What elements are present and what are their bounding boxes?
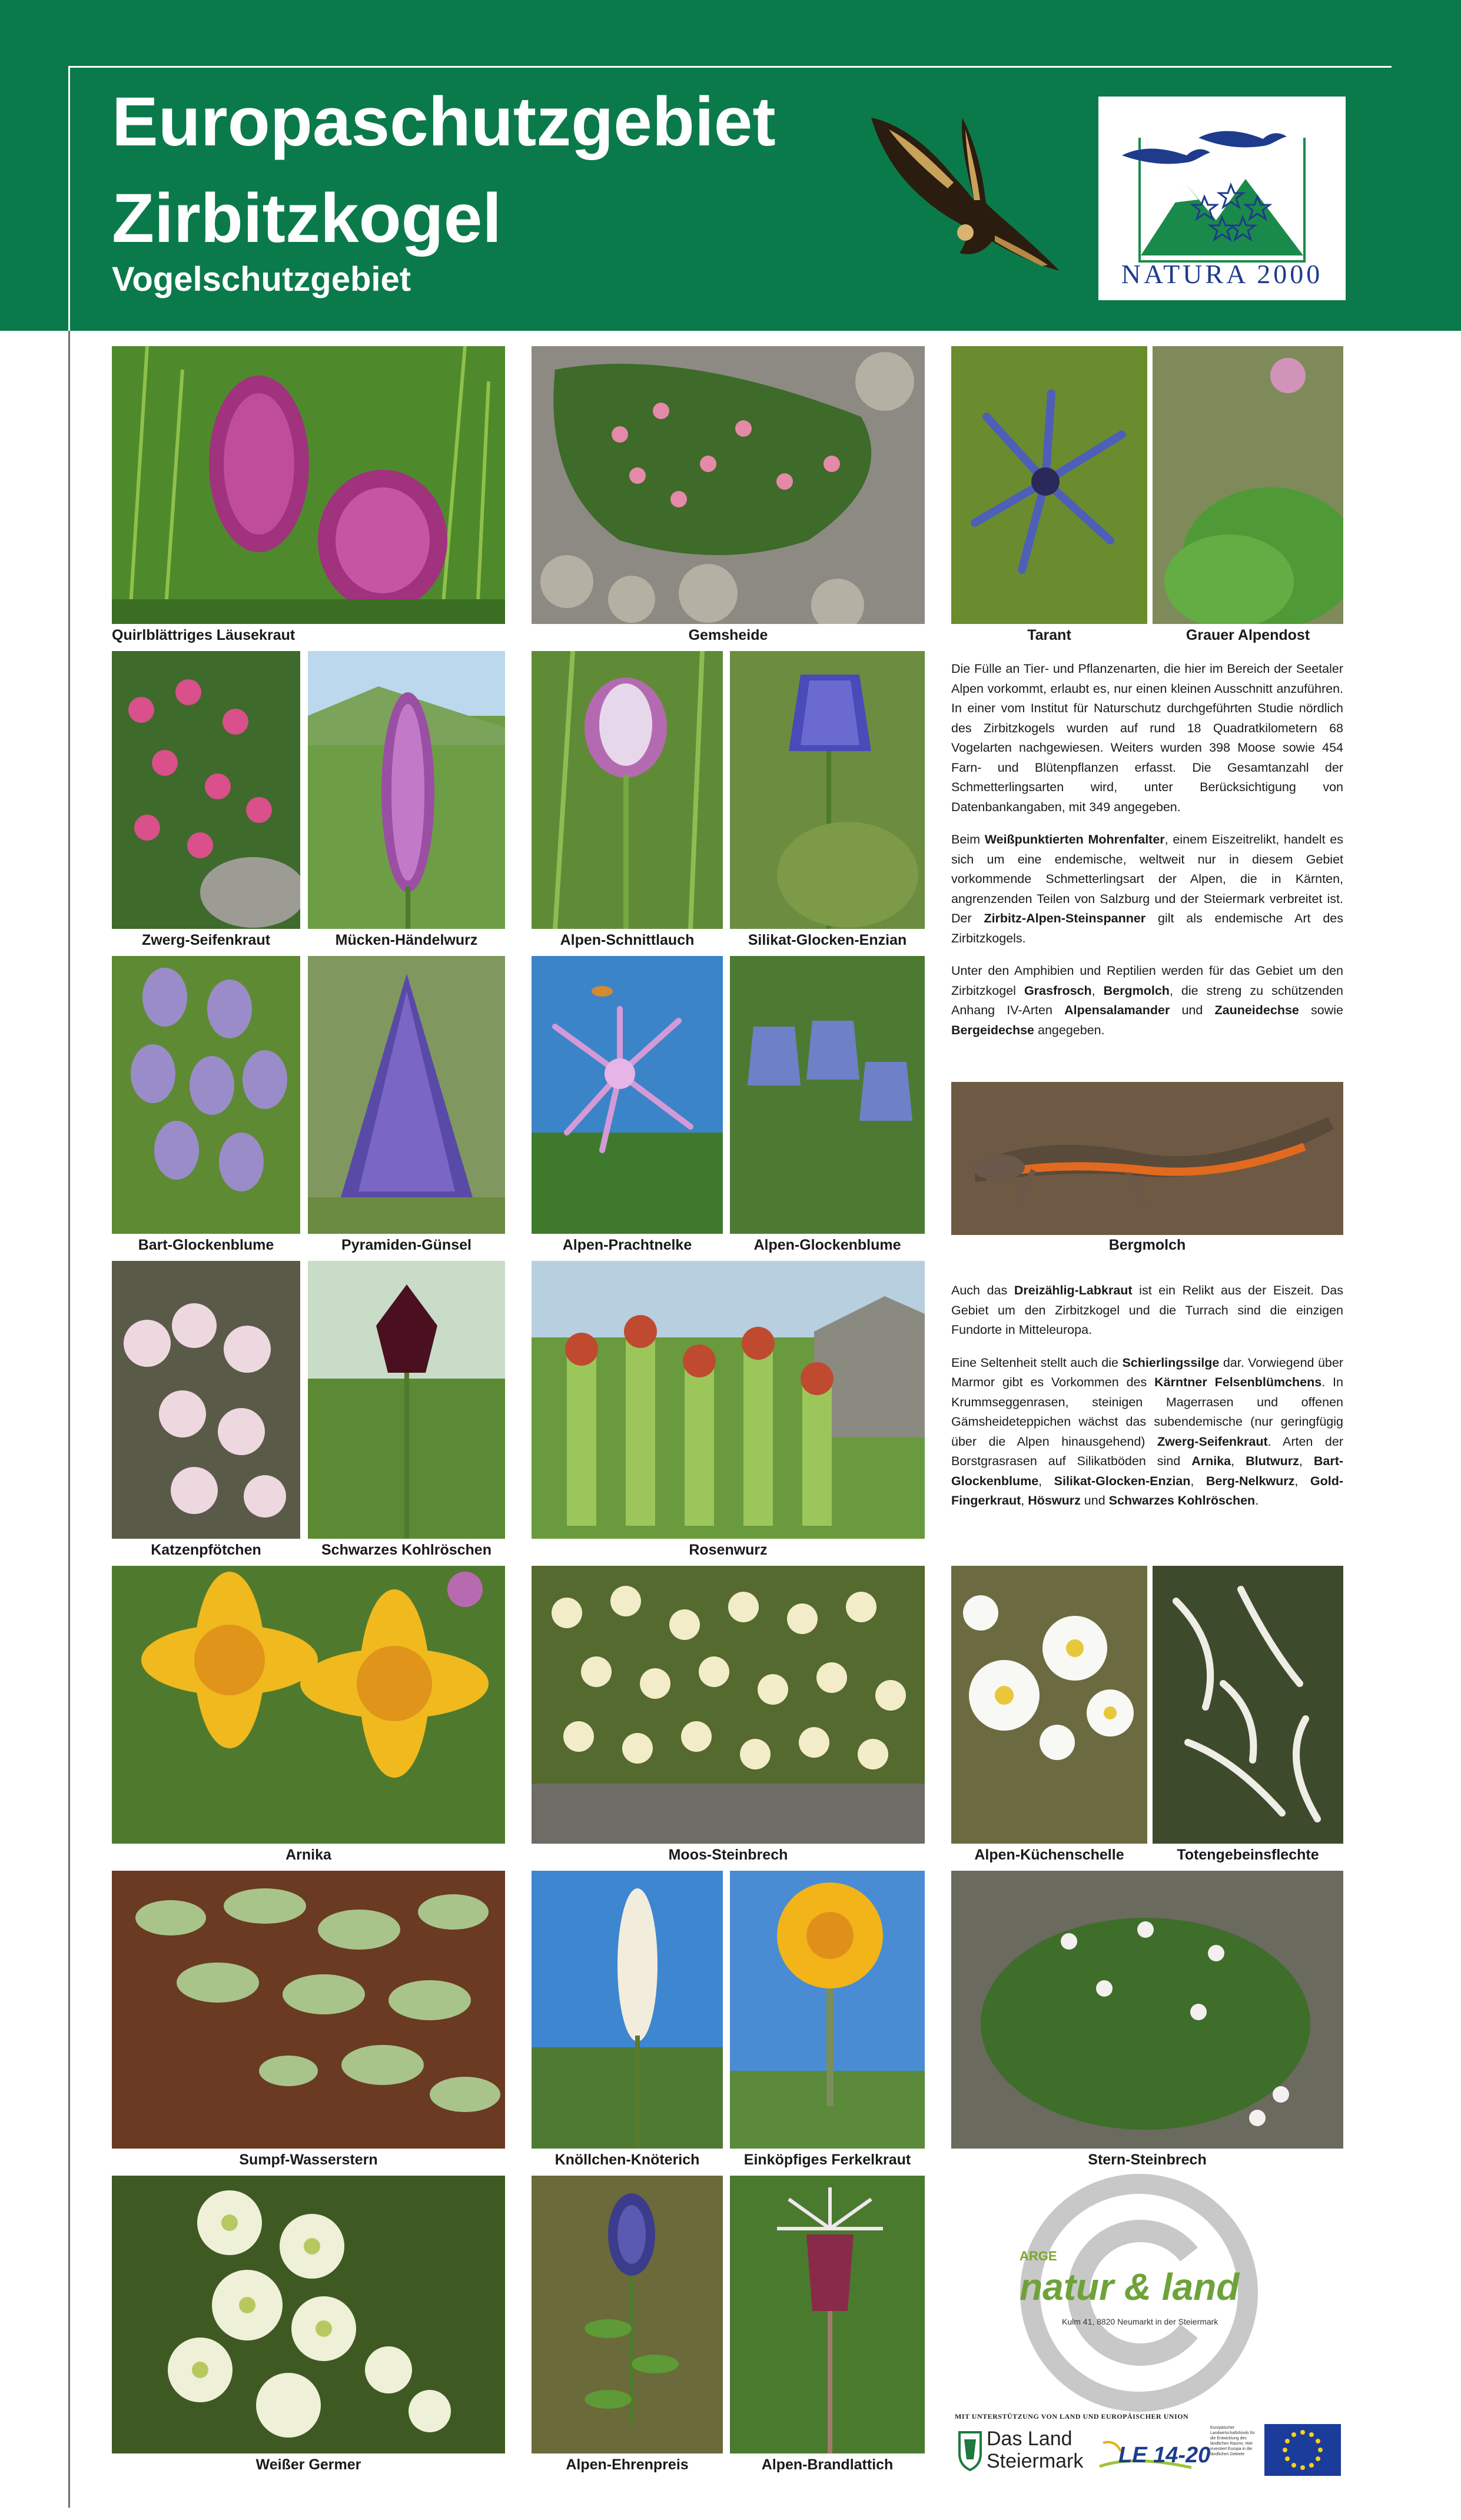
eu-fund-text: Europäischer Landwirtschaftsfonds für die Entwicklung des ländlichen Raums: Hier investiert Europa in die ländlichen Gebiete <box>1210 2426 1255 2456</box>
caption: Quirlblättriges Läusekraut <box>112 627 295 643</box>
caption: Alpen-Glockenblume <box>753 1237 901 1253</box>
caption: Weißer Germer <box>255 2456 361 2473</box>
caption: Alpen-Prachtnelke <box>562 1237 692 1253</box>
flora-text <box>951 1281 1343 1524</box>
paragraph: Unter den Amphibien und Reptilien werden für das Gebiet um den Zirbitzkogel Grasfrosch, Bergmolch, die streng zu schützenden Anhang IV-Arten Alpensalamander und Zauneidechse sowie Bergeidechse angegeben. <box>951 964 1344 1037</box>
caption: Schwarzes Kohlröschen <box>321 1542 492 1558</box>
caption: Katzenpfötchen <box>151 1542 261 1558</box>
caption: Silikat-Glocken-Enzian <box>748 932 907 948</box>
photo-arnika <box>112 1566 505 1844</box>
title-line2: Zirbitzkogel <box>112 180 502 257</box>
caption: Totengebeinsflechte <box>1177 1847 1319 1863</box>
paragraph: Eine Seltenheit stellt auch die Schierlingssilge dar. Vorwiegend über Marmor gibt es Vorkommen des Kärntner Felsenblümchens. In Krummseggenrasen, steinigen Magerrasen und offenen Gämsheideteppichen wächst das subendemische (nur geringfügig über die Alpen hinausgehend) Zwerg-Seifenkraut. Arten der Borstgrasrasen auf Silikatböden sind Arnika, Blutwurz, Bart-Glockenblume, Silikat-Glocken-Enzian, Berg-Nelkwurz, Gold-Fingerkraut, Höswurz und Schwarzes Kohlröschen. <box>951 1355 1344 1508</box>
photo-alpen-glockenblume <box>730 956 925 1234</box>
le-text: LE 14-20 <box>1118 2443 1211 2468</box>
title-line1: Europaschutzgebiet <box>112 83 776 161</box>
photo-alpen-schnittlauch <box>532 651 723 929</box>
caption: Alpen-Brandlattich <box>761 2456 894 2473</box>
eu-flag-icon <box>1264 2424 1341 2476</box>
caption: Alpen-Ehrenpreis <box>566 2456 689 2473</box>
caption: Sumpf-Wasserstern <box>239 2152 378 2168</box>
photo-grauer-alpendost <box>1153 346 1343 624</box>
photo-weisser-germer <box>112 2176 505 2453</box>
photo-moos-steinbrech <box>532 1566 925 1844</box>
photo-schwarzes-kohlroeschen <box>308 1261 505 1539</box>
intro-text <box>951 659 1343 1053</box>
caption: Knöllchen-Knöterich <box>554 2152 700 2168</box>
caption: Bergmolch <box>1108 1237 1186 1253</box>
frame-line <box>68 66 70 2508</box>
photo-muecken-haendelwurz <box>308 651 505 929</box>
caption: Mücken-Händelwurz <box>335 932 478 948</box>
sponsor-line: MIT UNTERSTÜTZUNG VON LAND UND EUROPÄISCHER UNION <box>955 2412 1189 2421</box>
arge-label: ARGE <box>1020 2249 1057 2263</box>
paragraph: Die Fülle an Tier- und Pflanzenarten, die hier im Bereich der Seetaler Alpen vorkommt, erlaubt es, nur einen kleinen Ausschnitt anzuführen. In einer vom Institut für Naturschutz durchgeführten Studie nördlich des Zirbitzkogels wurden auf rund 18 Quadratkilometern 68 Vogelarten nachgewiesen. Weiters wurden 398 Moose sowie 454 Farn- und Blütenpflanzen erfasst. Die Gesamtanzahl der Schmetterlingsarten wird, unter Berücksichtigung von Datenbankangaben, mit 349 angegeben. <box>951 662 1343 814</box>
photo-zwerg-seifenkraut <box>112 651 300 929</box>
caption: Gemsheide <box>688 627 768 643</box>
photo-knoellchen-knoeterich <box>532 1871 723 2149</box>
photo-gemsheide <box>532 346 925 624</box>
caption: Moos-Steinbrech <box>668 1847 788 1863</box>
photo-totengebeinsflechte <box>1153 1566 1343 1844</box>
subtitle: Vogelschutzgebiet <box>112 260 411 298</box>
caption: Alpen-Schnittlauch <box>560 932 695 948</box>
photo-sumpf-wasserstern <box>112 1871 505 2149</box>
caption: Einköpfiges Ferkelkraut <box>743 2152 911 2168</box>
caption: Arnika <box>285 1847 331 1863</box>
le-14-20-logo <box>1097 2437 1211 2472</box>
caption: Bart-Glockenblume <box>138 1237 274 1253</box>
eagle-illustration <box>865 106 1071 288</box>
photo-silikat-glocken-enzian <box>730 651 925 929</box>
photo-bergmolch <box>951 1082 1343 1235</box>
photo-alpen-kuechenschelle <box>951 1566 1147 1844</box>
photo-alpen-prachtnelke <box>532 956 723 1234</box>
photo-alpen-ehrenpreis <box>532 2176 723 2453</box>
natur-land-logo: natur & land <box>1020 2266 1240 2308</box>
natura-2000-logo <box>1098 97 1346 300</box>
photo-tarant <box>951 346 1147 624</box>
photo-katzenpfoetchen <box>112 1261 300 1539</box>
caption: Alpen-Küchenschelle <box>974 1847 1124 1863</box>
caption: Pyramiden-Günsel <box>341 1237 471 1253</box>
caption: Rosenwurz <box>689 1542 768 1558</box>
paragraph: Auch das Dreizählig-Labkraut ist ein Relikt aus der Eiszeit. Das Gebiet um den Zirbitzkogel und die Turrach sind die einzigen Fundorte in Mitteleuropa. <box>951 1283 1343 1337</box>
photo-pyramiden-guensel <box>308 956 505 1234</box>
steiermark-logo <box>957 2428 1087 2477</box>
caption: Tarant <box>1027 627 1071 643</box>
photo-quirlblaettriges-laeusekraut <box>112 346 505 624</box>
frame-line <box>68 66 70 331</box>
caption: Stern-Steinbrech <box>1088 2152 1207 2168</box>
steiermark-text: Das Land Steiermark <box>987 2428 1084 2472</box>
natura-logo-text: NATURA 2000 <box>1121 259 1323 289</box>
photo-alpen-brandlattich <box>730 2176 925 2453</box>
address: Kulm 41, 8820 Neumarkt in der Steiermark <box>1062 2317 1218 2326</box>
frame-line <box>68 66 1392 68</box>
caption: Zwerg-Seifenkraut <box>141 932 271 948</box>
caption: Grauer Alpendost <box>1186 627 1310 643</box>
paragraph: Beim Weißpunktierten Mohrenfalter, einem Eiszeitrelikt, handelt es sich um eine endemische, weltweit nur in diesem Gebiet vorkommende Schmetterlingsart der Alpen, die in Kärnten, angrenzenden Teilen von Salzburg und der Steiermark verbreitet ist. Der Zirbitz-Alpen-Steinspanner gilt als endemische Art des Zirbitzkogels. <box>951 832 1343 945</box>
photo-einkoepfiges-ferkelkraut <box>730 1871 925 2149</box>
photo-rosenwurz <box>532 1261 925 1539</box>
photo-stern-steinbrech <box>951 1871 1343 2149</box>
photo-bart-glockenblume <box>112 956 300 1234</box>
